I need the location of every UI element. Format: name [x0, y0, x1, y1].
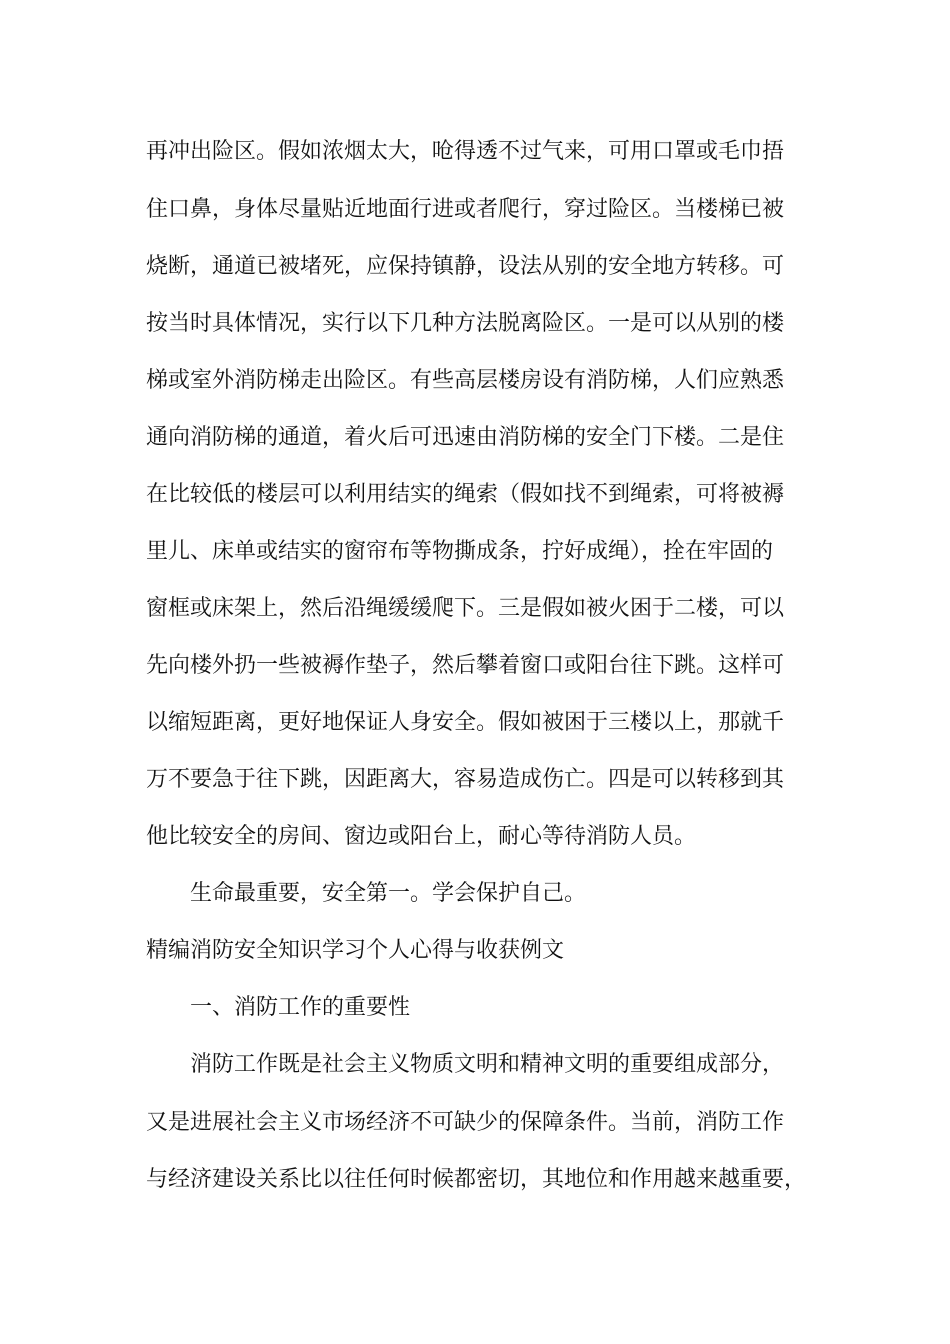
- body-text-line: 与经济建设关系比以往任何时候都密切，其地位和作用越来越重要，: [146, 1167, 807, 1192]
- section-title: 精编消防安全知识学习个人心得与收获例文: [146, 938, 565, 963]
- body-text-line: 住口鼻，身体尽量贴近地面行进或者爬行，穿过险区。当楼梯已被: [146, 197, 785, 222]
- body-text-line: 先向楼外扔一些被褥作垫子，然后攀着窗口或阳台往下跳。这样可: [146, 653, 785, 678]
- body-text-line: 窗框或床架上，然后沿绳缓缓爬下。三是假如被火困于二楼，可以: [146, 596, 785, 621]
- body-text-line: 又是进展社会主义市场经济不可缺少的保障条件。当前，消防工作: [146, 1110, 785, 1135]
- body-text-line: 通向消防梯的通道，着火后可迅速由消防梯的安全门下楼。二是住: [146, 425, 785, 450]
- body-text-line: 在比较低的楼层可以利用结实的绳索（假如找不到绳索，可将被褥: [146, 482, 785, 507]
- body-text-line: 烧断，通道已被堵死，应保持镇静，设法从别的安全地方转移。可: [146, 254, 785, 279]
- body-text-line: 他比较安全的房间、窗边或阳台上，耐心等待消防人员。: [146, 824, 697, 849]
- body-text-line: 再冲出险区。假如浓烟太大，呛得透不过气来，可用口罩或毛巾捂: [146, 139, 785, 164]
- body-text-line: 按当时具体情况，实行以下几种方法脱离险区。一是可以从别的楼: [146, 311, 785, 336]
- body-text-line: 以缩短距离，更好地保证人身安全。假如被困于三楼以上，那就千: [146, 710, 785, 735]
- body-text-line: 万不要急于往下跳，因距离大，容易造成伤亡。四是可以转移到其: [146, 767, 785, 792]
- closing-line: 生命最重要，安全第一。学会保护自己。: [190, 881, 587, 906]
- subheading: 一、消防工作的重要性: [190, 995, 411, 1020]
- body-text-line: 消防工作既是社会主义物质文明和精神文明的重要组成部分，: [190, 1052, 785, 1077]
- body-text-line: 里儿、床单或结实的窗帘布等物撕成条，拧好成绳），拴在牢固的: [146, 539, 774, 564]
- body-text-line: 梯或室外消防梯走出险区。有些高层楼房设有消防梯，人们应熟悉: [146, 368, 785, 393]
